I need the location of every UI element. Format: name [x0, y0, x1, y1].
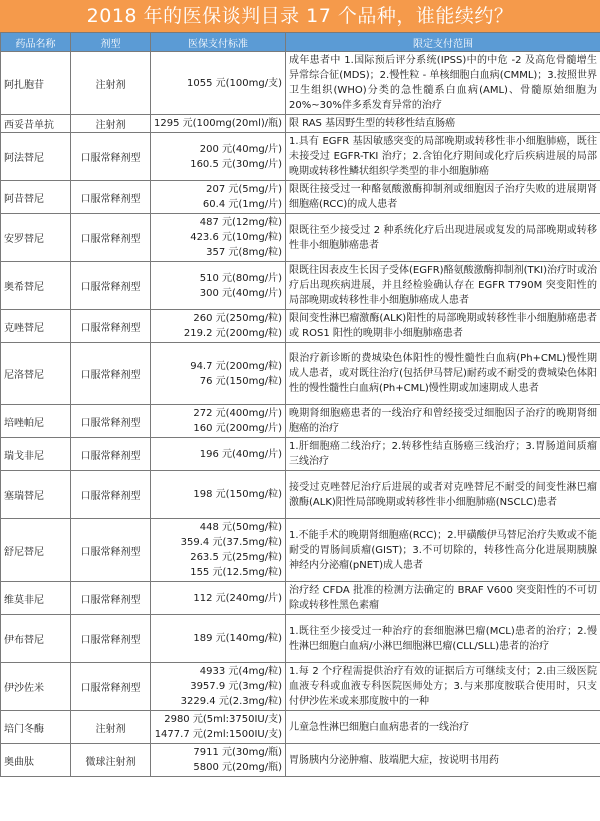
price-line: 359.4 元(37.5mg/粒) — [180, 537, 282, 548]
drug-name: 伊布替尼 — [1, 615, 71, 663]
price-line: 1055 元(100mg/支) — [187, 77, 282, 89]
payment-scope: 限治疗新诊断的费城染色体阳性的慢性髓性白血病(Ph+CML)慢性期成人患者，或对既往治疗(包括伊马替尼)耐药或不耐受的费城染色体阳性的慢性髓性白血病(Ph+CML)慢性期或加速期成人患者 — [286, 343, 600, 405]
price-line: 219.2 元(200mg/粒) — [183, 328, 282, 339]
payment-scope: 接受过克唑替尼治疗后进展的或者对克唑替尼不耐受的间变性淋巴瘤激酶(ALK)阳性局部晚期或转移性非小细胞肺癌(NSCLC)患者 — [286, 471, 600, 519]
table-row — [1, 310, 600, 343]
dosage-form: 注射剂 — [71, 52, 151, 115]
price-line: 76 元(150mg/粒) — [199, 375, 282, 387]
drug-name: 伊沙佐米 — [1, 663, 71, 711]
price-line: 1295 元(100mg(20ml)/瓶) — [154, 118, 283, 129]
payment-standard — [151, 438, 286, 471]
price-line: 1477.7 元(2ml:1500IU/支) — [154, 729, 282, 740]
table-row — [1, 582, 600, 615]
payment-standard — [151, 471, 286, 519]
dosage-form: 口服常释剂型 — [71, 438, 151, 471]
payment-standard — [151, 744, 286, 777]
dosage-form: 口服常释剂型 — [71, 405, 151, 438]
payment-scope: 儿童急性淋巴细胞白血病患者的一线治疗 — [286, 711, 600, 744]
price-line: 487 元(12mg/粒) — [199, 217, 282, 228]
drug-name: 西妥昔单抗 — [1, 115, 71, 133]
payment-scope: 限既往因表皮生长因子受体(EGFR)酪氨酸激酶抑制剂(TKI)治疗时或治疗后出现疾病进展，并且经检验确认存在 EGFR T790M 突变阳性的局部晚期或转移性非小细胞肺癌成人患者 — [286, 262, 600, 310]
drug-name: 培门冬酶 — [1, 711, 71, 744]
dosage-form: 注射剂 — [71, 115, 151, 133]
price-line: 300 元(40mg/片) — [199, 287, 282, 299]
dosage-form: 口服常释剂型 — [71, 262, 151, 310]
table-row — [1, 115, 600, 133]
payment-standard — [151, 519, 286, 582]
price-line: 4933 元(4mg/粒) — [199, 666, 282, 677]
payment-standard — [151, 711, 286, 744]
drug-name: 阿法替尼 — [1, 133, 71, 181]
payment-standard — [151, 214, 286, 262]
payment-standard — [151, 52, 286, 115]
table-row — [1, 133, 600, 181]
price-line: 112 元(240mg/片) — [193, 592, 282, 604]
payment-scope: 限 RAS 基因野生型的转移性结直肠癌 — [286, 115, 600, 133]
table-row — [1, 405, 600, 438]
price-line: 5800 元(20mg/瓶) — [193, 762, 282, 773]
drug-name: 克唑替尼 — [1, 310, 71, 343]
payment-standard — [151, 663, 286, 711]
payment-standard — [151, 262, 286, 310]
payment-scope: 限既往至少接受过 2 种系统化疗后出现进展或复发的局部晚期或转移性非小细胞肺癌患者 — [286, 214, 600, 262]
table-row — [1, 615, 600, 663]
drug-name: 舒尼替尼 — [1, 519, 71, 582]
drug-table — [0, 32, 600, 777]
price-line: 3957.9 元(3mg/粒) — [190, 681, 282, 692]
drug-name: 维莫非尼 — [1, 582, 71, 615]
drug-name: 阿昔替尼 — [1, 181, 71, 214]
dosage-form: 口服常释剂型 — [71, 615, 151, 663]
payment-scope: 晚期肾细胞癌患者的一线治疗和曾经接受过细胞因子治疗的晚期肾细胞癌的治疗 — [286, 405, 600, 438]
payment-standard — [151, 133, 286, 181]
table-row — [1, 519, 600, 582]
table-header-row — [1, 33, 600, 52]
drug-name: 阿扎胞苷 — [1, 52, 71, 115]
dosage-form: 口服常释剂型 — [71, 582, 151, 615]
dosage-form: 口服常释剂型 — [71, 663, 151, 711]
dosage-form: 口服常释剂型 — [71, 310, 151, 343]
price-line: 7911 元(30mg/瓶) — [193, 747, 282, 758]
price-line: 260 元(250mg/粒) — [193, 313, 282, 324]
payment-standard — [151, 115, 286, 133]
dosage-form: 注射剂 — [71, 711, 151, 744]
price-line: 207 元(5mg/片) — [206, 184, 282, 195]
price-line: 94.7 元(200mg/粒) — [190, 360, 282, 372]
payment-standard — [151, 405, 286, 438]
price-line: 189 元(140mg/粒) — [193, 633, 282, 644]
table-row — [1, 262, 600, 310]
drug-name: 安罗替尼 — [1, 214, 71, 262]
drug-name: 尼洛替尼 — [1, 343, 71, 405]
price-line: 160.5 元(30mg/片) — [190, 158, 282, 170]
table-body — [1, 52, 600, 777]
price-line: 510 元(80mg/片) — [199, 272, 282, 284]
header-drug-name: 药品名称 — [1, 33, 71, 52]
table-row — [1, 471, 600, 519]
price-line: 448 元(50mg/粒) — [199, 522, 282, 533]
payment-scope: 成年患者中 1.国际预后评分系统(IPSS)中的中危 -2 及高危骨髓增生异常综合征(MDS)；2.慢性粒 - 单核细胞白血病(CMML)；3.按照世界卫生组织(WHO)分类的急性髓系白血病(AML)、骨髓原始细胞为 20%~30%伴多系发育异常的治疗 — [286, 52, 600, 115]
payment-scope: 1.肝细胞癌二线治疗；2.转移性结直肠癌三线治疗；3.胃肠道间质瘤三线治疗 — [286, 438, 600, 471]
payment-scope: 治疗经 CFDA 批准的检测方法确定的 BRAF V600 突变阳性的不可切除或转移性黑色素瘤 — [286, 582, 600, 615]
drug-name: 奥希替尼 — [1, 262, 71, 310]
payment-standard — [151, 615, 286, 663]
price-line: 60.4 元(1mg/片) — [202, 199, 282, 210]
price-line: 196 元(40mg/片) — [199, 448, 282, 460]
dosage-form: 口服常释剂型 — [71, 471, 151, 519]
price-line: 200 元(40mg/片) — [199, 143, 282, 155]
table-row — [1, 343, 600, 405]
table-row — [1, 711, 600, 744]
drug-name: 塞瑞替尼 — [1, 471, 71, 519]
payment-scope: 1.具有 EGFR 基因敏感突变的局部晚期或转移性非小细胞肺癌，既往未接受过 EGFR-TKI 治疗；2.含铂化疗期间或化疗后疾病进展的局部晚期或转移性鳞状组织学类型的非小细胞肺癌 — [286, 133, 600, 181]
table-row — [1, 52, 600, 115]
dosage-form: 口服常释剂型 — [71, 133, 151, 181]
header-dosage-form: 剂型 — [71, 33, 151, 52]
drug-name: 瑞戈非尼 — [1, 438, 71, 471]
price-line: 3229.4 元(2.3mg/粒) — [180, 696, 282, 707]
payment-scope: 限间变性淋巴瘤激酶(ALK)阳性的局部晚期或转移性非小细胞肺癌患者或 ROS1 阳性的晚期非小细胞肺癌患者 — [286, 310, 600, 343]
header-payment-scope: 限定支付范围 — [286, 33, 600, 52]
price-line: 160 元(200mg/片) — [193, 423, 282, 434]
table-row — [1, 438, 600, 471]
dosage-form: 口服常释剂型 — [71, 343, 151, 405]
drug-name: 培唑帕尼 — [1, 405, 71, 438]
dosage-form: 口服常释剂型 — [71, 181, 151, 214]
payment-scope: 限既往接受过一种酪氨酸激酶抑制剂或细胞因子治疗失败的进展期肾细胞癌(RCC)的成人患者 — [286, 181, 600, 214]
payment-standard — [151, 310, 286, 343]
price-line: 357 元(8mg/粒) — [206, 247, 282, 258]
payment-standard — [151, 343, 286, 405]
price-line: 272 元(400mg/片) — [193, 408, 282, 419]
table-row — [1, 181, 600, 214]
payment-scope: 1.不能手术的晚期肾细胞癌(RCC)；2.甲磺酸伊马替尼治疗失败或不能耐受的胃肠间质瘤(GIST)；3.不可切除的，转移性高分化进展期胰腺神经内分泌瘤(pNET)成人患者 — [286, 519, 600, 582]
price-line: 155 元(12.5mg/粒) — [190, 567, 282, 578]
table-row — [1, 214, 600, 262]
payment-standard — [151, 582, 286, 615]
payment-scope: 1.每 2 个疗程需提供治疗有效的证据后方可继续支付；2.由三级医院血液专科或血液专科医院医师处方；3.与来那度胺联合使用时，只支付伊沙佐米或来那度胺中的一种 — [286, 663, 600, 711]
table-row — [1, 663, 600, 711]
table-row — [1, 744, 600, 777]
payment-scope: 1.既往至少接受过一种治疗的套细胞淋巴瘤(MCL)患者的治疗；2.慢性淋巴细胞白血病/小淋巴细胞淋巴瘤(CLL/SLL)患者的治疗 — [286, 615, 600, 663]
header-payment-standard: 医保支付标准 — [151, 33, 286, 52]
price-line: 263.5 元(25mg/粒) — [190, 552, 282, 563]
price-line: 423.6 元(10mg/粒) — [190, 232, 282, 243]
payment-standard — [151, 181, 286, 214]
page-title: 2018 年的医保谈判目录 17 个品种，谁能续约？ — [0, 0, 600, 32]
dosage-form: 微球注射剂 — [71, 744, 151, 777]
dosage-form: 口服常释剂型 — [71, 214, 151, 262]
price-line: 2980 元(5ml:3750IU/支) — [164, 714, 282, 725]
dosage-form: 口服常释剂型 — [71, 519, 151, 582]
price-line: 198 元(150mg/粒) — [193, 489, 282, 500]
payment-scope: 胃肠胰内分泌肿瘤、肢端肥大症，按说明书用药 — [286, 744, 600, 777]
drug-name: 奥曲肽 — [1, 744, 71, 777]
